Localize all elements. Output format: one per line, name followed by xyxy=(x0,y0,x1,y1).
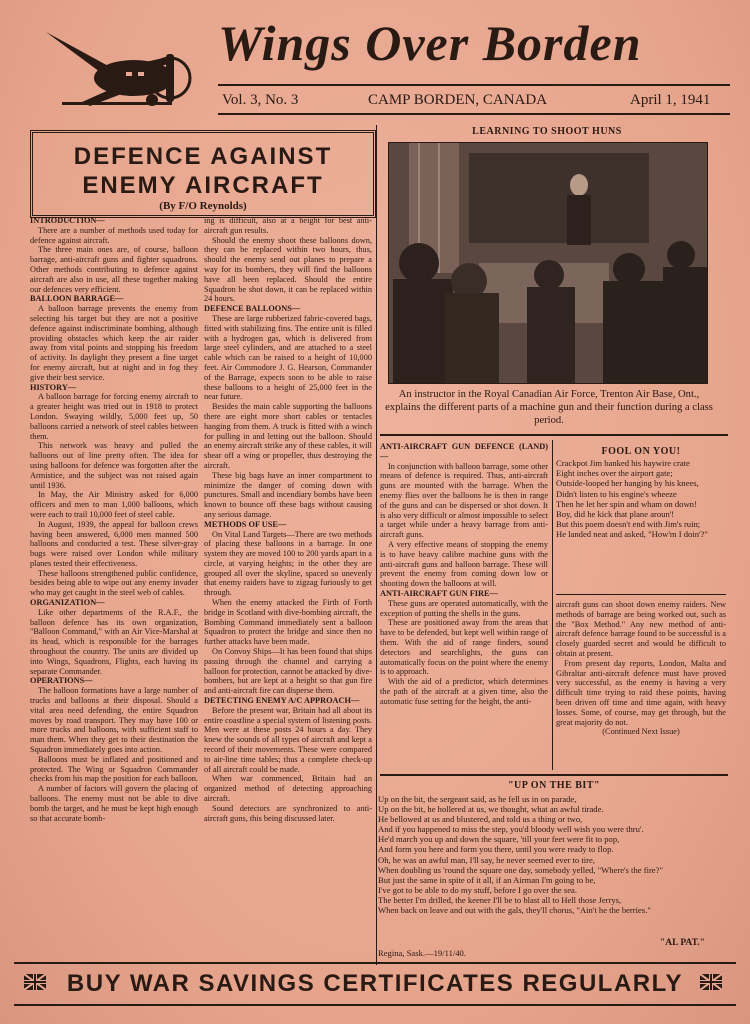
banner-slogan: BUY WAR SAVINGS CERTIFICATES REGULARLY xyxy=(66,970,684,997)
masthead-rule-top xyxy=(218,84,730,86)
paragraph: A very effective means of stopping the enemy is to have heavy calibre machine guns with the anti-aircraft guns and balloon barrage. These will prevent the enemy from coming down low or shooting down the balloons at will. xyxy=(380,539,548,589)
article-byline: (By F/O Reynolds) xyxy=(159,200,247,212)
poem-line: Up on the bit, he hollered at us, we thought, what an awful tirade. xyxy=(378,804,604,815)
poem-line: He bellowed at us and blustered, and told us a thing or two, xyxy=(378,814,583,825)
section-heading: OPERATIONS— xyxy=(30,676,93,686)
poem-line: Oh, he was an awful man, I'll say, he never seemed ever to tire, xyxy=(378,854,595,865)
paragraph: From present day reports, London, Malta and Gibraltar anti-aircraft defence must have proved very successful, as the enemy is having a very difficult time trying to raid these points, having been driven off time and time again, with heavy losses. Some, of course, may get through, but the great majority do not. xyxy=(556,658,726,727)
paragraph: This network was heavy and pulled the balloons out of line pretty often. The idea for using balloons for defence was forgotten after the Armistice, and the subject was not raised again until 1936. xyxy=(30,441,198,490)
banner-rule-bottom xyxy=(14,1004,736,1006)
section-heading: BALLOON BARRAGE— xyxy=(30,294,124,304)
poem-line: But this poem doesn't end with Jim's ruin; xyxy=(556,519,701,530)
paragraph: aircraft guns can shoot down enemy raiders. New methods of barrage are being worked out, such as the "Box Method." Any new method of anti-aircraft defence barrage found to be successful is a closely guarded secret and would be difficult to obtain at present. xyxy=(556,600,726,658)
article-column-4 xyxy=(556,600,726,770)
photo-caption: An instructor in the Royal Canadian Air Force, Trenton Air Base, Ont., explains the different parts of a machine gun and their function during a class period. xyxy=(385,389,713,426)
article-column-3 xyxy=(380,442,548,772)
paragraph: A balloon barrage for forcing enemy aircraft to a greater height was tried out in 1918 to protect London. Swaying wildly, 5,000 feet up, 50 balloons carried a network of steel cables between them. xyxy=(30,392,198,441)
section-heading: INTRODUCTION— xyxy=(30,216,105,225)
poem1-rule xyxy=(556,594,726,595)
poem2-title: "UP ON THE BIT" xyxy=(507,780,601,791)
paragraph: Should the enemy shoot these balloons down, they can be replaced within two hours, thus, should the enemy send out planes to prepare a way for its bombers, they will find the balloons have all been replaced. Should the entire Squadron be shot down, it can be replaced within 24 hours. xyxy=(204,235,372,304)
paragraph: A balloon barrage prevents the enemy from selecting his target but they are not a positive defence against indiscriminate bombing, although providing obstacles which keep the air raider away from vital points and stopping his freedom of activity. In daylight they present a fine target for enemy aircraft, but at night and in fog they give their best service. xyxy=(30,304,198,382)
masthead-rule-bottom xyxy=(218,113,730,115)
continued-note: (Continued Next Issue) xyxy=(602,727,680,737)
paragraph: These are positioned away from the areas that have to be defended, but kept well within range of them. With the aid of range finders, sound detectors and searchlights, the guns can automatically focus on the point where the enemy is to approach. xyxy=(380,618,548,677)
paragraph: Balloons must be inflated and positioned and protected. The Wing or Squadron Commander checks from his map the position for each balloon. xyxy=(30,754,198,784)
poem-line: Outside-looped her hanging by his knees, xyxy=(556,478,699,489)
issue-date: April 1, 1941 xyxy=(630,92,711,108)
section-heading: DEFENCE BALLOONS— xyxy=(204,304,301,314)
poem-line: The better I'm drilled, the keener I'll be to blast all to Hell those Jerrys, xyxy=(378,894,622,905)
issue-place: CAMP BORDEN, CANADA xyxy=(368,92,548,108)
poem-line: When doubling us 'round the square one day, somebody yelled, "Where's the fire?" xyxy=(378,864,663,875)
headline-line-1: DEFENCE AGAINST xyxy=(73,143,333,170)
paragraph: There are a number of methods used today for defence against aircraft. xyxy=(30,225,198,245)
paragraph: In conjunction with balloon barrage, some other means of defence is required. Thus, anti-aircraft guns are mounted with the barrage. When the enemy flies over the balloons he is then in range of the guns and can be dispersed or shot down. It is also very difficult or almost impossible to select a target while under a heavy barrage from anti-aircraft guns. xyxy=(380,461,548,540)
paragraph: The balloon formations have a large number of trucks and balloons at their disposal. Should a vital area need defending, the entire Squadron moves by road transport. They may have 100 or more trucks and balloons, with sufficient staff to man them. When they get to their destination the Squadron immediately goes into action. xyxy=(30,686,198,755)
classroom-photo xyxy=(388,142,708,384)
poem-line: I've got to be able to do my stuff, before I go over the sea. xyxy=(378,884,577,895)
section-heading: HISTORY— xyxy=(30,382,77,392)
paragraph: Like other departments of the R.A.F., the balloon defence has its own organization, "Balloon Command," with an Air Vice-Marshal at its head, which is responsible for the barrages throughout the country. The units are divided up into Wings, Squadrons, Flights, each having its separate Commander. xyxy=(30,607,198,676)
issue-volume: Vol. 3, No. 3 xyxy=(222,92,299,108)
poem-line: When back on leave and out with the gals, they'll chorus, "Ain't he the berries." xyxy=(378,905,651,916)
paragraph: On Vital Land Targets—There are two methods of placing these balloons in a barrage. In one system they are moved 100 to 200 yards apart in a circle, at varying heights; in the other they are grouped all over the skyline, spaced so unevenly that enemy raiders have to zigzag furiously to get through. xyxy=(204,529,372,598)
poem-line: And form you here and form you there, until you were ready to flop. xyxy=(378,844,614,855)
paragraph: When war commenced, Britain had an organized method of detecting approaching aircraft. xyxy=(204,774,372,804)
poem-line: He landed neat and asked, "How'm I doin'?" xyxy=(556,529,708,540)
paragraph: In August, 1939, the appeal for balloon crews having been answered, 6,000 men manned 500 balloons and conducted a test. These silver-gray bugs were raised over London while military planes tested their effectiveness. xyxy=(30,519,198,568)
banner-rule-top xyxy=(14,962,736,964)
paragraph: ing is difficult, also at a height for best anti-aircraft gun results. xyxy=(204,216,372,235)
paragraph: Besides the main cable supporting the balloons there are eight more short cables or tentacles hanging from them. A truck is fitted with a winch for pulling in and letting out the balloon. Should an enemy aircraft strike any of these cables, it will shear off a wing or propeller, thus destroying the aircraft. xyxy=(204,402,372,470)
section-heading: METHODS OF USE— xyxy=(204,519,287,529)
masthead-title: Wings Over Borden xyxy=(218,15,642,71)
paragraph: These are large rubberized fabric-covered bags, fitted with stabilizing fins. The entire unit is filled with a hydrogen gas, which is delivered from large steel cylinders, and are attached to a steel cable which can be raised to a height of 10,000 feet. Air Commodore J. G. Hearson, Commander of the Barrage, expects soon to be able to raise these balloons to a height of 25,000 feet in the near future. xyxy=(204,313,372,402)
poem-line: And if you happened to miss the step, you'd bloody well wish you were thru'. xyxy=(378,824,644,835)
paragraph: When the enemy attacked the Firth of Forth bridge in Scotland with dive-bombing aircraft, the Bombing Command immediately sent a balloon Squadron to protect the bridge and since then no further attacks have been made. xyxy=(204,598,372,647)
article-headline xyxy=(30,142,376,200)
section-heading: ORGANIZATION— xyxy=(30,598,105,608)
union-jack-flag-icon xyxy=(700,974,722,990)
poem-divider xyxy=(552,440,553,770)
poem1-title: FOOL ON YOU! xyxy=(601,446,681,457)
paragraph: The three main ones are, of course, balloon barrage, anti-aircraft guns and fighter squadrons. Other methods contributing to defence against aircraft are also in use, all these together making our defences very efficient. xyxy=(30,245,198,294)
paragraph: These guns are operated automatically, with the exception of putting the shells in the guns. xyxy=(380,598,548,618)
column-divider xyxy=(376,125,377,965)
photo-rule xyxy=(380,434,728,436)
poem-line: But just the same in spite of it all, if an Airman I'm going to be, xyxy=(378,874,596,885)
paragraph: With the aid of a predictor, which determines the path of the aircraft at a given time, also the automatic fuse setting for the height, the anti- xyxy=(380,677,548,706)
poem-line: Up on the bit, the sergeant said, as he fell us in on parade, xyxy=(378,794,577,804)
union-jack-flag-icon xyxy=(24,974,46,990)
photo-title: LEARNING TO SHOOT HUNS xyxy=(472,126,622,137)
paragraph: Before the present war, Britain had all about its entire coastline a special system of listening posts. Men were at these posts 24 hours a day. They knew the sounds of all types of aircraft and kept a record of their movements. These were compared to air-line time tables; thus a complete check-up of all aircraft could be made. xyxy=(204,705,372,774)
paragraph: In May, the Air Ministry asked for 6,000 officers and men to man 1,000 balloons, which were each to trail 10,000 feet of steel cable. xyxy=(30,490,198,519)
poem-line: Boy, did he kick that plane aroun'! xyxy=(556,509,675,520)
airplane-logo xyxy=(42,28,192,110)
section-heading: ANTI-AIRCRAFT GUN FIRE— xyxy=(380,588,498,598)
poem2-body xyxy=(378,794,724,946)
paragraph: On Convoy Ships—It has been found that ships passing through the channel and carrying a balloon for protection, cannot be attacked by dive-bombers, but are kept at a height so that gun fire and anti-aircraft fire can disperse them. xyxy=(204,647,372,696)
section-heading: DETECTING ENEMY A/C APPROACH— xyxy=(204,696,360,706)
poem-line: Eight inches over the airport gate; xyxy=(556,468,673,479)
poem2-rule xyxy=(380,774,728,776)
poem2-dateline: Regina, Sask.—19/11/40. xyxy=(378,948,467,958)
article-column-2 xyxy=(204,216,372,966)
poem-line: Didn't listen to his engine's wheeze xyxy=(556,488,677,499)
poem-line: Crackpot Jim banked his haywire crate xyxy=(556,458,690,468)
poem1-body xyxy=(556,458,726,590)
poem2-signature: "AL PAT." xyxy=(660,938,705,948)
paragraph: These big bags have an inner compartment to minimize the danger of coming down with punctures. Small and incendiary bombs have been known to bounce off these bags without causing any serious damage. xyxy=(204,470,372,519)
headline-line-2: ENEMY AIRCRAFT xyxy=(82,172,324,199)
section-heading: ANTI-AIRCRAFT GUN DEFENCE (LAND)— xyxy=(380,442,548,461)
paragraph: These balloons strengthened public confidence, besides being able to wipe out any enemy invader who may get caught in the steel web of cables. xyxy=(30,568,198,598)
classroom-photo-image xyxy=(389,143,707,383)
poem-line: Then he let her spin and wham on down! xyxy=(556,498,697,509)
poem-line: He'd march you up and down the square, 'till your feet were fit to pop, xyxy=(378,834,620,845)
article-column-1 xyxy=(30,216,198,1014)
paragraph: A number of factors will govern the placing of balloons. The enemy must not be able to dive bomb the target, and he must be kept high enough so that accurate bomb- xyxy=(30,784,198,823)
paragraph: Sound detectors are synchronized to anti-aircraft guns, this being discussed later. xyxy=(204,803,372,823)
